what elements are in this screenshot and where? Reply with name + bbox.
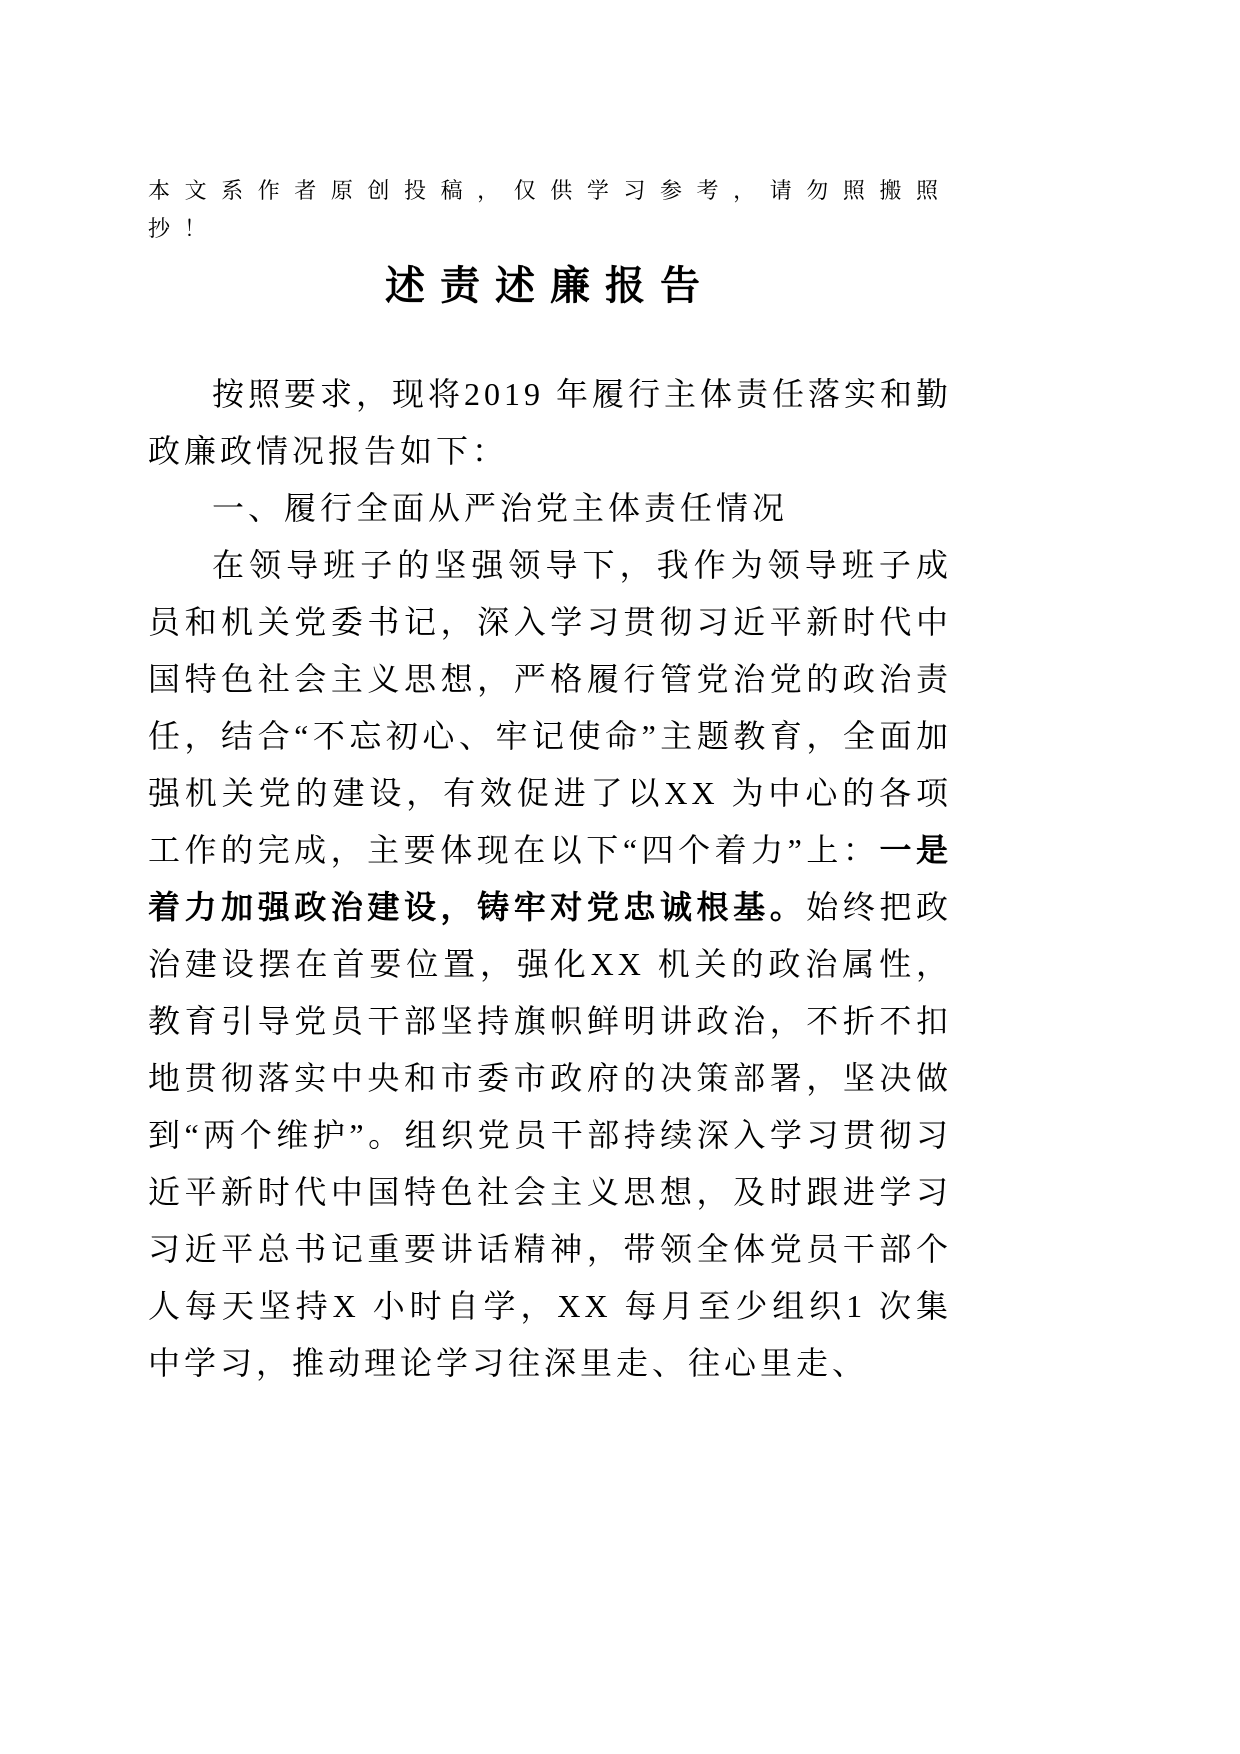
paragraph xyxy=(148,480,952,537)
document-body xyxy=(148,366,952,1392)
text-segment: 在领导班子的坚强领导下，我作为领导班子成员和机关党委书记，深入学习贯彻习近平新时代中国特色社会主义思想，严格履行管党治党的政治责任，结合“不忘初心、牢记使命”主题教育，全面加强机关党的建设，有效促进了以XX 为中心的各项工作的完成，主要体现在以下“四个着力”上： xyxy=(148,547,952,868)
text-segment: 按照要求，现将2019 年履行主体责任落实和勤政廉政情况报告如下： xyxy=(148,376,953,469)
paragraph xyxy=(148,537,952,1392)
document-title: 述责述廉报告 xyxy=(385,263,715,308)
text-segment: 始终把政治建设摆在首要位置，强化XX 机关的政治属性，教育引导党员干部坚持旗帜鲜明讲政治，不折不扣地贯彻落实中央和市委市政府的决策部署，坚决做到“两个维护”。组织党员干部持续深入学习贯彻习近平新时代中国特色社会主义思想，及时跟进学习习近平总书记重要讲话精神，带领全体党员干部个人每天坚持X 小时自学，XX 每月至少组织1 次集中学习，推动理论学习往深里走、往心里走、 xyxy=(148,889,952,1381)
paragraph xyxy=(148,366,952,480)
disclaimer-text: 本文系作者原创投稿，仅供学习参考，请勿照搬照抄！ xyxy=(148,178,952,241)
text-segment: 一、履行全面从严治党主体责任情况 xyxy=(212,490,789,526)
bold-text-segment: 一是着力加强政治建设，铸牢对党忠诚根基。 xyxy=(148,832,952,925)
